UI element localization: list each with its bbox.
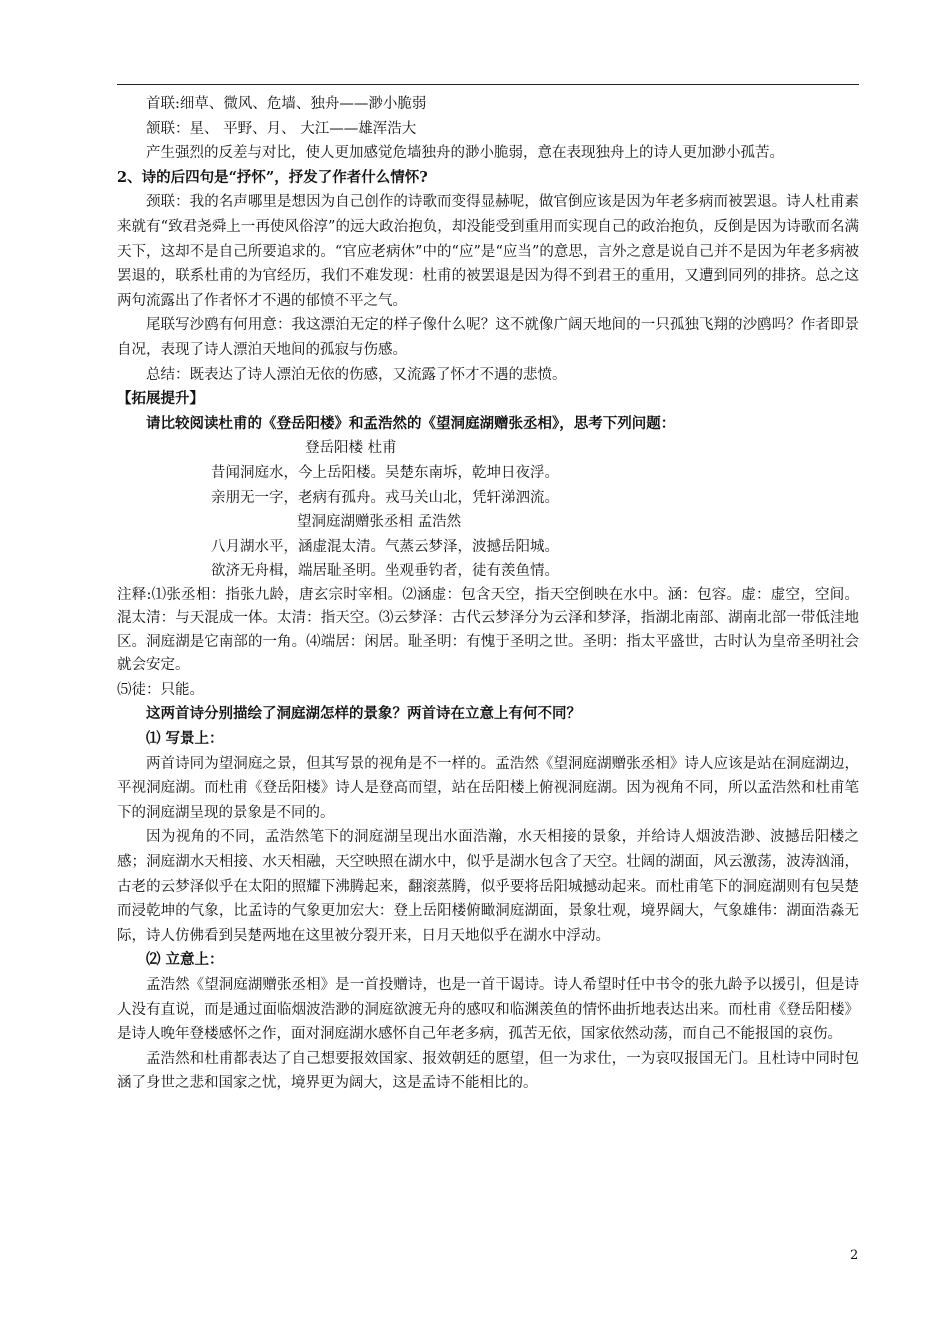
- sub-heading: ⑴ 写景上：: [146, 730, 224, 748]
- paragraph: 两首诗同为望洞庭之景，但其写景的视角是不一样的。孟浩然《望洞庭湖赠张丞相》诗人应该是站在洞庭湖边，平视洞庭湖。而杜甫《登岳阳楼》诗人是登高而望，站在岳阳楼上俯视洞庭湖。因为视角不同，所以孟浩然和杜甫笔下的洞庭湖呈现的景象是不同的。: [117, 755, 859, 821]
- header-rule: [117, 84, 859, 85]
- poem-line: 欲济无舟楫，端居耻圣明。坐观垂钓者，徒有羡鱼情。: [211, 563, 559, 580]
- text-line: 颔联：星、 平野、月、 大江——雄浑浩大: [146, 120, 417, 137]
- paragraph: 总结：既表达了诗人漂泊无依的伤感，又流露了怀才不遇的悲愤。: [146, 366, 567, 383]
- annotation: ⑸徒：只能。: [117, 681, 204, 698]
- paragraph: 产生强烈的反差与对比，使人更加感觉危墙独舟的渺小脆弱，意在表现独舟上的诗人更加渺小孤苦。: [146, 145, 784, 162]
- text-line: 首联:细草、微风、危墙、独舟——渺小脆弱: [146, 96, 427, 112]
- page-number: 2: [850, 1248, 859, 1263]
- annotation: 注释:⑴张丞相：指张九龄，唐玄宗时宰相。⑵涵虚：包含天空，指天空倒映在水中。涵：包容。虚：虚空，空间。混太清：与天混成一体。太清：指天空。⑶云梦泽：古代云梦泽分为云泽和梦泽，指湖北南部、湖南北部一带低洼地区。洞庭湖是它南部的一角。⑷端居：闲居。耻圣明：有愧于圣明之世。圣明：指太平盛世，古时认为皇帝圣明社会就会安定。: [117, 586, 859, 674]
- poem-line: 昔闻洞庭水，今上岳阳楼。吴楚东南坼，乾坤日夜浮。: [211, 464, 559, 481]
- sub-heading: ⑵ 立意上：: [146, 951, 224, 969]
- paragraph: 孟浩然和杜甫都表达了自己想要报效国家、报效朝廷的愿望，但一为求仕，一为哀叹报国无门。且杜诗中同时包涵了身世之悲和国家之忧，境界更为阔大，这是孟诗不能相比的。: [117, 1050, 859, 1092]
- poem-line: 八月湖水平，涵虚混太清。气蒸云梦泽，波撼岳阳城。: [211, 538, 559, 555]
- poem-title: 望洞庭湖赠张丞相 孟浩然: [297, 514, 462, 531]
- poem-line: 亲朋无一字，老病有孤舟。戎马关山北，凭轩涕泗流。: [211, 489, 559, 506]
- task-prompt: 请比较阅读杜甫的《登岳阳楼》和孟浩然的《望洞庭湖赠张丞相》，思考下列问题：: [146, 414, 676, 432]
- question-heading: 这两首诗分别描绘了洞庭湖怎样的景象？两首诗在立意上有何不同？: [146, 705, 581, 723]
- paragraph: 因为视角的不同，孟浩然笔下的洞庭湖呈现出水面浩瀚，水天相接的景象，并给诗人烟波浩渺、波撼岳阳楼之感；洞庭湖水天相接、水天相融，天空映照在湖水中，似乎是湖水包含了天空。壮阔的湖面，风云激荡，波涛汹涌，古老的云梦泽似乎在太阳的照耀下沸腾起来，翻滚蒸腾，似乎要将岳阳城撼动起来。而杜甫笔下的洞庭湖则有包吴楚而浸乾坤的气象，比孟诗的气象更加宏大：登上岳阳楼俯瞰洞庭湖面，景象壮观，境界阔大，气象雄伟：湖面浩淼无际，诗人仿佛看到吴楚两地在这里被分裂开来，日月天地似乎在湖水中浮动。: [117, 829, 859, 944]
- paragraph: 尾联写沙鸥有何用意：我这漂泊无定的样子像什么呢？这不就像广阔天地间的一只孤独飞翔的沙鸥吗？作者即景自况，表现了诗人漂泊天地间的孤寂与伤感。: [117, 317, 859, 358]
- section-heading: 【拓展提升】: [117, 390, 204, 408]
- poem-title: 登岳阳楼 杜甫: [305, 440, 397, 457]
- paragraph: 孟浩然《望洞庭湖赠张丞相》是一首投赠诗，也是一首干谒诗。诗人希望时任中书令的张九龄予以援引，但是诗人没有直说，而是通过面临烟波浩渺的洞庭欲渡无舟的感叹和临渊羡鱼的情怀曲折地表达出来。而杜甫《登岳阳楼》是诗人晚年登楼感怀之作，面对洞庭湖水感怀自己年老多病，孤苦无依，国家依然动荡，而自己不能报国的哀伤。: [117, 977, 859, 1043]
- question-heading: 2、诗的后四句是“抒怀”，抒发了作者什么情怀?: [117, 168, 428, 186]
- document-body: [117, 92, 859, 1096]
- paragraph: 颈联：我的名声哪里是想因为自己创作的诗歌而变得显赫呢，做官倒应该是因为年老多病而被罢退。诗人杜甫素来就有“致君尧舜上一再使风俗淳”的远大政治抱负，却没能受到重用而实现自己的政治抱负，反倒是因为诗歌而名满天下，这却不是自己所要追求的。“官应老病休”中的“应”是“应当”的意思，言外之意是说自己并不是因为年老多病被罢退的，联系杜甫的为官经历，我们不难发现：杜甫的被罢退是因为得不到君王的重用，又遭到同列的排挤。总之这两句流露出了作者怀才不遇的郁愤不平之气。: [117, 194, 859, 309]
